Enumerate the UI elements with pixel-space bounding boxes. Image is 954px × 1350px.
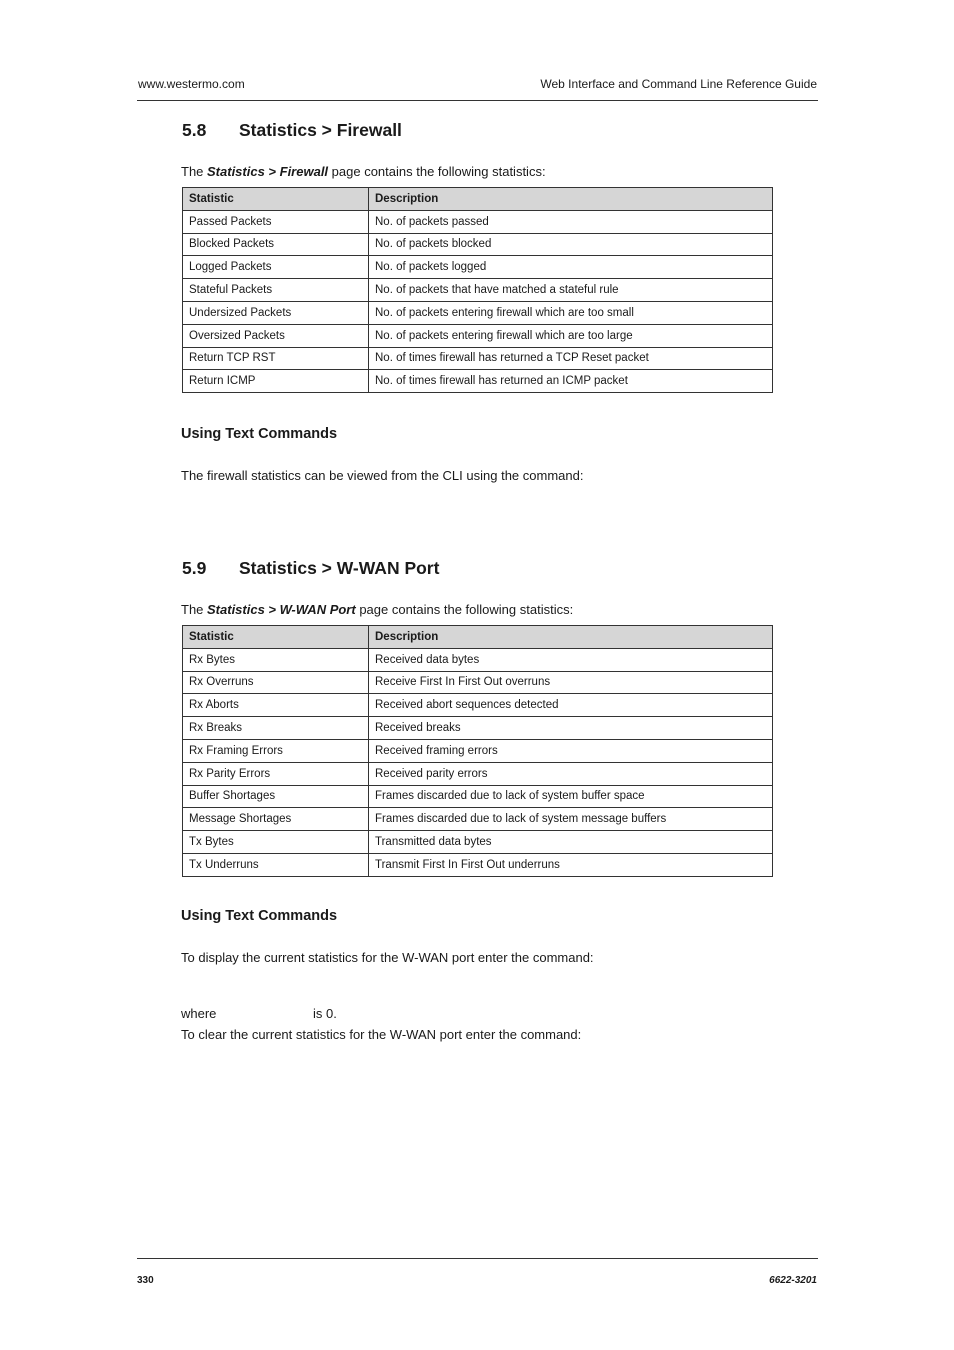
header-guide-title: Web Interface and Command Line Reference Guide: [540, 77, 817, 91]
section-number: 5.9: [182, 558, 207, 578]
table-row: [183, 370, 773, 393]
description-cell: No. of packets entering firewall which are too large: [369, 324, 773, 347]
table-row: [183, 301, 773, 324]
description-cell: Transmitted data bytes: [369, 831, 773, 854]
wwan-subheading: Using Text Commands: [181, 908, 338, 924]
description-cell: No. of times firewall has returned a TCP Reset packet: [369, 347, 773, 370]
page-number: 330: [137, 1275, 154, 1286]
wwan-where-value: is 0.: [313, 1006, 337, 1021]
statistic-cell: Passed Packets: [183, 210, 369, 233]
statistic-cell: Rx Parity Errors: [183, 762, 369, 785]
description-cell: Received abort sequences detected: [369, 694, 773, 717]
table-header-row: [183, 188, 773, 211]
statistic-cell: Rx Breaks: [183, 717, 369, 740]
wwan-where-label: where: [181, 1006, 217, 1021]
table-row: [183, 808, 773, 831]
statistic-cell: Stateful Packets: [183, 279, 369, 302]
intro-prefix: The: [181, 164, 208, 179]
column-header: Description: [369, 188, 773, 211]
header-rule: [137, 100, 818, 101]
statistic-cell: Return ICMP: [183, 370, 369, 393]
table-row: [183, 279, 773, 302]
table-row: [183, 762, 773, 785]
firewall-cli-text: The firewall statistics can be viewed from the CLI using the command:: [181, 468, 584, 483]
intro-suffix: page contains the following statistics:: [328, 164, 546, 179]
table-row: [183, 853, 773, 876]
firewall-stats-table: [182, 187, 773, 393]
table-row: [183, 324, 773, 347]
firewall-intro: [181, 164, 546, 179]
table-row: [183, 831, 773, 854]
description-cell: Frames discarded due to lack of system message buffers: [369, 808, 773, 831]
description-cell: No. of packets blocked: [369, 233, 773, 256]
intro-suffix: page contains the following statistics:: [355, 602, 574, 617]
description-cell: No. of packets logged: [369, 256, 773, 279]
statistic-cell: Tx Underruns: [183, 853, 369, 876]
firewall-subheading: Using Text Commands: [181, 426, 338, 442]
statistic-cell: Tx Bytes: [183, 831, 369, 854]
section-title: Statistics > W-WAN Port: [239, 558, 440, 578]
statistic-cell: Return TCP RST: [183, 347, 369, 370]
section-title: Statistics > Firewall: [239, 120, 402, 140]
wwan-clear-text: To clear the current statistics for the W-WAN port enter the command:: [181, 1027, 582, 1042]
description-cell: Transmit First In First Out underruns: [369, 853, 773, 876]
description-cell: No. of packets passed: [369, 210, 773, 233]
statistic-cell: Logged Packets: [183, 256, 369, 279]
statistic-cell: Message Shortages: [183, 808, 369, 831]
statistic-cell: Rx Aborts: [183, 694, 369, 717]
statistic-cell: Oversized Packets: [183, 324, 369, 347]
statistic-cell: Undersized Packets: [183, 301, 369, 324]
header-website: www.westermo.com: [138, 77, 245, 91]
table-row: [183, 694, 773, 717]
column-header: Statistic: [183, 188, 369, 211]
table-row: [183, 739, 773, 762]
table-row: [183, 347, 773, 370]
statistic-cell: Rx Framing Errors: [183, 739, 369, 762]
statistic-cell: Buffer Shortages: [183, 785, 369, 808]
description-cell: Receive First In First Out overruns: [369, 671, 773, 694]
table-row: [183, 785, 773, 808]
statistic-cell: Blocked Packets: [183, 233, 369, 256]
description-cell: No. of packets entering firewall which are too small: [369, 301, 773, 324]
intro-emphasis: Statistics > Firewall: [207, 164, 329, 179]
wwan-display-text: To display the current statistics for the W-WAN port enter the command:: [181, 950, 594, 965]
document-number: 6622-3201: [769, 1275, 817, 1286]
table-row: [183, 233, 773, 256]
footer-rule: [137, 1258, 818, 1259]
description-cell: Received framing errors: [369, 739, 773, 762]
description-cell: Frames discarded due to lack of system buffer space: [369, 785, 773, 808]
statistic-cell: Rx Bytes: [183, 648, 369, 671]
table-row: [183, 671, 773, 694]
table-row: [183, 648, 773, 671]
description-cell: No. of times firewall has returned an ICMP packet: [369, 370, 773, 393]
description-cell: Received data bytes: [369, 648, 773, 671]
statistic-cell: Rx Overruns: [183, 671, 369, 694]
description-cell: Received breaks: [369, 717, 773, 740]
description-cell: Received parity errors: [369, 762, 773, 785]
intro-emphasis: Statistics > W-WAN Port: [207, 602, 356, 617]
wwan-stats-table: [182, 625, 773, 877]
table-row: [183, 256, 773, 279]
wwan-intro: [181, 602, 573, 617]
column-header: Statistic: [183, 626, 369, 649]
description-cell: No. of packets that have matched a stateful rule: [369, 279, 773, 302]
table-row: [183, 210, 773, 233]
table-row: [183, 717, 773, 740]
table-header-row: [183, 626, 773, 649]
section-number: 5.8: [182, 120, 207, 140]
intro-prefix: The: [181, 602, 208, 617]
column-header: Description: [369, 626, 773, 649]
